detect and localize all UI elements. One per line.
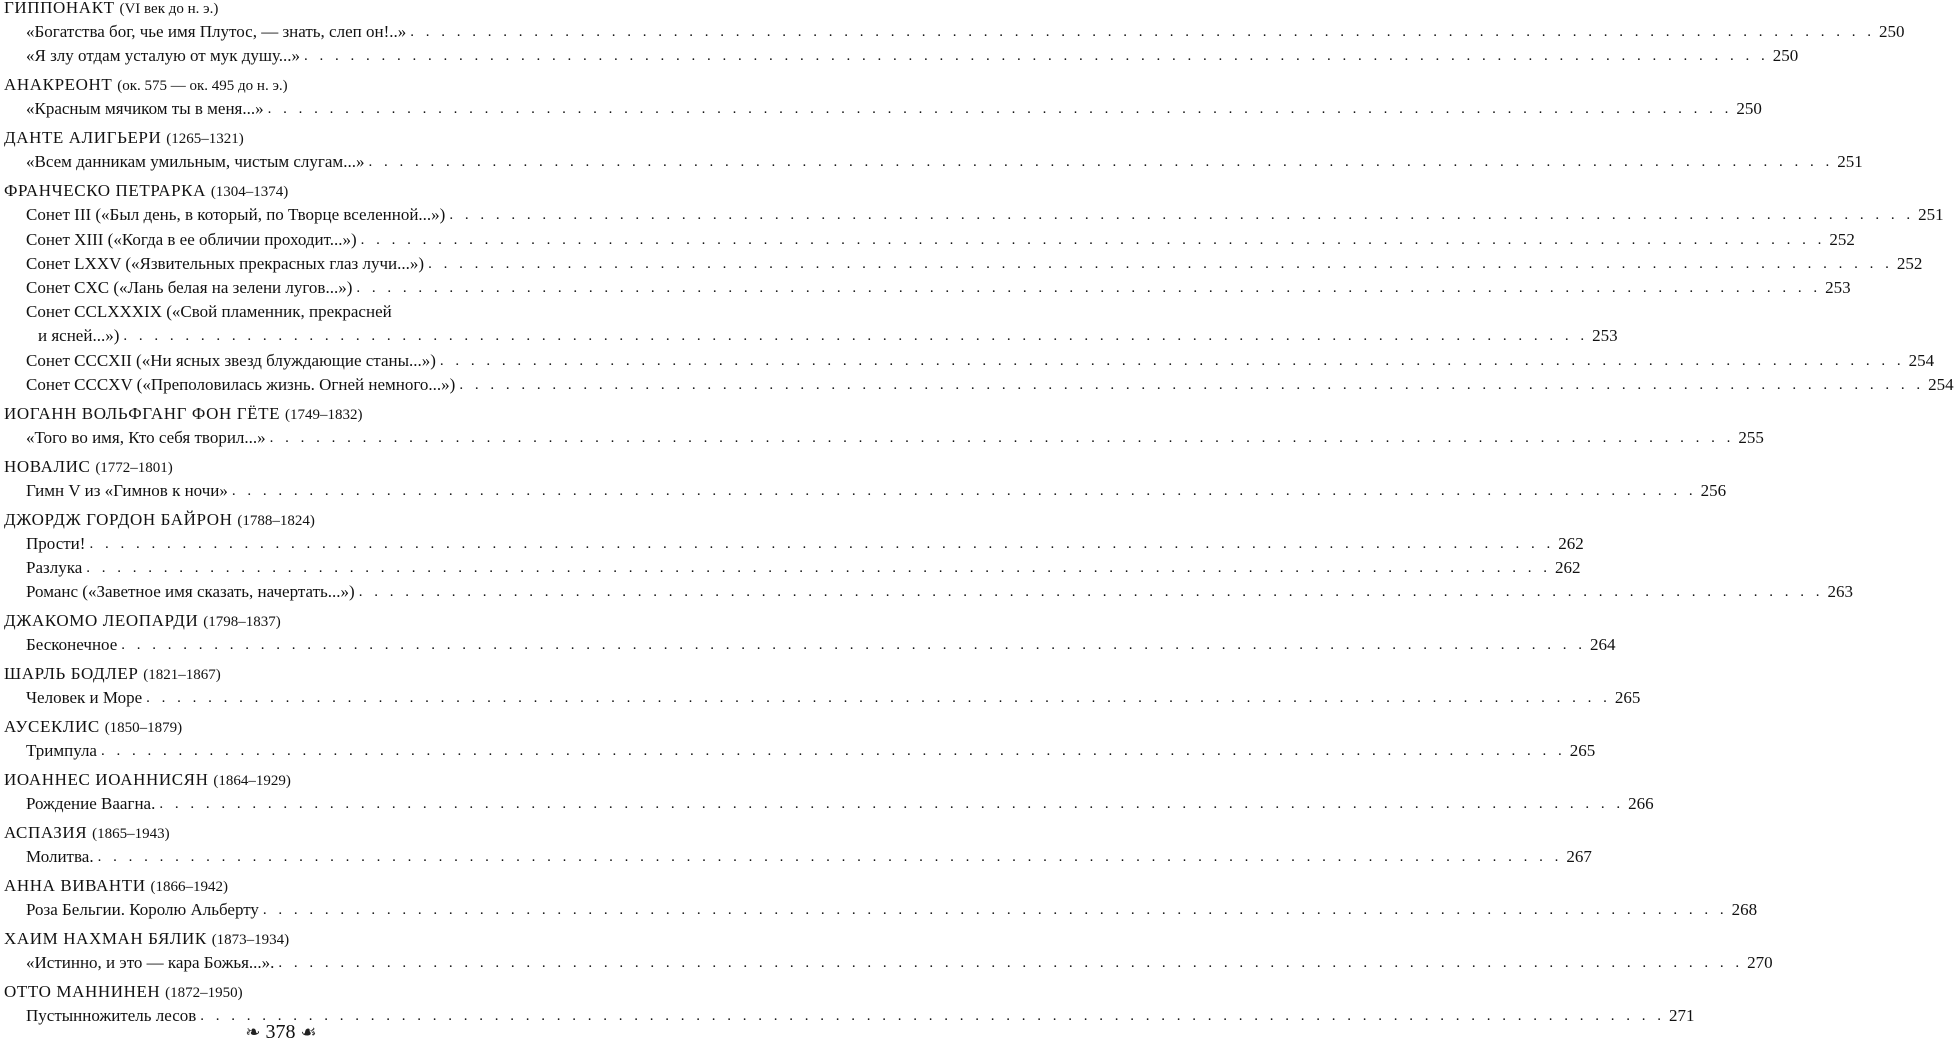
author-heading bbox=[4, 822, 554, 845]
entry-page-number: 251 bbox=[1918, 205, 1944, 225]
toc-entry[interactable] bbox=[26, 952, 1773, 974]
dot-leader bbox=[89, 533, 1554, 555]
author-heading bbox=[4, 875, 554, 898]
author-heading bbox=[4, 716, 554, 739]
dot-leader bbox=[121, 634, 1586, 656]
toc-entry[interactable] bbox=[26, 634, 1616, 656]
toc-entry[interactable] bbox=[26, 301, 555, 323]
dot-leader bbox=[146, 687, 1611, 709]
author-name: АУСЕКЛИС bbox=[4, 717, 100, 736]
entry-page-number: 267 bbox=[1566, 847, 1592, 867]
author-dates: (1304–1374) bbox=[210, 184, 289, 201]
entry-title: Гимн V из «Гимнов к ночи» bbox=[26, 480, 228, 500]
entry-page-number: 255 bbox=[1738, 427, 1764, 447]
dot-leader bbox=[263, 899, 1728, 921]
dot-leader bbox=[428, 253, 1893, 275]
toc-entry[interactable] bbox=[26, 899, 1758, 921]
toc-entry[interactable] bbox=[26, 229, 1855, 251]
author-dates: (ок. 575 — ок. 495 до н. э.) bbox=[117, 78, 288, 95]
entry-page-number: 253 bbox=[1592, 326, 1618, 346]
entry-title: Рождение Ваагна. bbox=[26, 794, 156, 814]
entry-page-number: 251 bbox=[1837, 152, 1863, 172]
entry-page-number: 256 bbox=[1700, 480, 1727, 500]
author-heading bbox=[4, 74, 554, 97]
author-heading bbox=[4, 509, 554, 532]
author-name: ДАНТЕ АЛИГЬЕРИ bbox=[4, 128, 162, 148]
dot-leader bbox=[359, 581, 1824, 603]
author-name: АНАКРЕОНТ bbox=[4, 75, 113, 95]
entry-title: Сонет CCLXXXIX («Свой пламенник, прекрасней bbox=[26, 302, 392, 322]
entry-title: «Я злу отдам усталую от мук душу...» bbox=[26, 46, 301, 66]
entry-title: «Всем данникам умильным, чистым слугам...» bbox=[26, 152, 365, 172]
entry-title: Человек и Море bbox=[26, 688, 143, 708]
author-heading bbox=[4, 928, 554, 951]
ornament-left-icon: ❧ bbox=[245, 1022, 261, 1042]
toc-entry[interactable] bbox=[26, 740, 1596, 762]
toc-entry[interactable] bbox=[26, 427, 1764, 449]
toc-entry[interactable] bbox=[26, 793, 1654, 815]
dot-leader bbox=[86, 557, 1551, 579]
dot-leader bbox=[101, 740, 1566, 762]
entry-title: «Того во имя, Кто себя творил...» bbox=[26, 427, 266, 447]
dot-leader bbox=[361, 229, 1826, 251]
author-dates: (1749–1832) bbox=[285, 406, 363, 423]
toc-entry[interactable] bbox=[26, 21, 1905, 43]
toc-entry[interactable] bbox=[26, 151, 1863, 173]
author-name: ИОАННЕС ИОАННИСЯН bbox=[4, 770, 209, 789]
entry-title: и ясней...») bbox=[38, 326, 120, 346]
dot-leader bbox=[449, 204, 1914, 226]
dot-leader bbox=[278, 952, 1743, 974]
author-heading bbox=[4, 180, 554, 203]
entry-title: Сонет III («Был день, в который, по Творце вселенной...») bbox=[26, 205, 446, 225]
entry-title: Бесконечное bbox=[26, 635, 118, 655]
author-name: АСПАЗИЯ bbox=[4, 823, 88, 842]
author-heading bbox=[4, 456, 554, 479]
dot-leader bbox=[270, 427, 1735, 449]
entry-page-number: 265 bbox=[1569, 741, 1596, 761]
dot-leader bbox=[159, 793, 1624, 815]
entry-title: Сонет CCCXII («Ни ясных звезд блуждающие станы...») bbox=[26, 350, 436, 370]
author-heading bbox=[4, 610, 554, 633]
author-dates: (1798–1837) bbox=[203, 614, 281, 630]
author-name: НОВАЛИС bbox=[4, 456, 91, 476]
entry-title: Романс («Заветное имя сказать, начертать...») bbox=[26, 582, 355, 602]
entry-page-number: 252 bbox=[1829, 229, 1855, 249]
entry-title: Сонет LXXV («Язвительных прекрасных глаз лучи...») bbox=[26, 253, 425, 273]
entry-page-number: 268 bbox=[1731, 900, 1758, 920]
author-dates: (1772–1801) bbox=[95, 459, 173, 476]
author-name: ДЖОРДЖ ГОРДОН БАЙРОН bbox=[4, 509, 233, 529]
author-name: ГИППОНАКТ bbox=[4, 0, 115, 17]
author-dates: (1821–1867) bbox=[143, 667, 221, 683]
author-name: ШАРЛЬ БОДЛЕР bbox=[4, 664, 139, 683]
toc-entry[interactable] bbox=[26, 98, 1762, 120]
entry-title: «Истинно, и это — кара Божья...». bbox=[26, 953, 275, 973]
author-dates: (1850–1879) bbox=[104, 720, 183, 736]
entry-title: «Богатства бог, чье имя Плутос, — знать, слеп он!..» bbox=[26, 22, 407, 42]
entry-page-number: 266 bbox=[1628, 794, 1654, 814]
toc-entry[interactable] bbox=[26, 581, 1853, 603]
dot-leader bbox=[232, 480, 1697, 502]
dot-leader bbox=[356, 277, 1821, 299]
dot-leader bbox=[410, 21, 1875, 43]
page-number: 378 bbox=[265, 1021, 296, 1043]
author-dates: (1265–1321) bbox=[166, 131, 244, 148]
dot-leader bbox=[268, 98, 1733, 120]
toc-entry[interactable] bbox=[26, 480, 1727, 502]
dot-leader bbox=[304, 45, 1769, 67]
toc-entry[interactable] bbox=[26, 533, 1584, 555]
toc-entry[interactable] bbox=[26, 45, 1799, 67]
entry-page-number: 265 bbox=[1614, 688, 1641, 708]
dot-leader bbox=[440, 350, 1905, 372]
page-number-footer bbox=[0, 1020, 562, 1044]
author-name: ДЖАКОМО ЛЕОПАРДИ bbox=[4, 611, 199, 630]
entry-title: «Красным мячиком ты в меня...» bbox=[26, 99, 264, 119]
entry-page-number: 252 bbox=[1896, 253, 1923, 273]
entry-title: Сонет XIII («Когда в ее обличии проходит...») bbox=[26, 229, 357, 249]
toc-entry[interactable] bbox=[38, 325, 1618, 347]
entry-title: Сонет CXC («Лань белая на зелени лугов...») bbox=[26, 278, 353, 297]
entry-page-number: 262 bbox=[1558, 533, 1584, 553]
entry-title: Роза Бельгии. Королю Альберту bbox=[26, 900, 259, 920]
entry-page-number: 254 bbox=[1908, 350, 1935, 370]
entry-page-number: 270 bbox=[1747, 953, 1773, 973]
dot-leader bbox=[459, 374, 1924, 396]
entry-page-number: 264 bbox=[1590, 635, 1616, 655]
toc-entry[interactable] bbox=[26, 350, 1935, 372]
entry-title: Разлука bbox=[26, 558, 83, 577]
author-dates: (VI век до н. э.) bbox=[119, 1, 219, 17]
author-dates: (1872–1950) bbox=[165, 985, 243, 1001]
toc-entry[interactable] bbox=[26, 204, 1944, 226]
author-name: ОТТО МАННИНЕН bbox=[4, 982, 161, 1001]
entry-page-number: 250 bbox=[1879, 22, 1905, 42]
author-dates: (1866–1942) bbox=[150, 879, 229, 895]
dot-leader bbox=[98, 846, 1563, 868]
entry-page-number: 253 bbox=[1825, 278, 1851, 297]
toc-entry[interactable] bbox=[26, 846, 1592, 868]
entry-page-number: 271 bbox=[1669, 1006, 1695, 1026]
entry-title: Молитва. bbox=[26, 847, 94, 867]
author-heading bbox=[4, 981, 554, 1004]
toc-entry[interactable] bbox=[26, 687, 1641, 709]
entry-page-number: 250 bbox=[1772, 46, 1799, 66]
entry-title: Тримпула bbox=[26, 741, 97, 761]
author-name: ИОГАНН ВОЛЬФГАНГ ФОН ГЁТЕ bbox=[4, 403, 281, 423]
dot-leader bbox=[123, 325, 1588, 347]
entry-title: Сонет CCCXV («Преполовилась жизнь. Огней немного...») bbox=[26, 374, 456, 394]
author-name: ХАИМ НАХМАН БЯЛИК bbox=[4, 929, 207, 948]
author-dates: (1873–1934) bbox=[211, 932, 290, 948]
author-heading bbox=[4, 0, 554, 20]
dot-leader bbox=[368, 151, 1833, 173]
entry-page-number: 262 bbox=[1555, 558, 1581, 577]
toc-entry[interactable] bbox=[26, 557, 1581, 579]
author-name: АННА ВИВАНТИ bbox=[4, 876, 146, 895]
author-dates: (1865–1943) bbox=[92, 826, 170, 842]
ornament-right-icon: ☙ bbox=[300, 1022, 317, 1042]
author-name: ФРАНЧЕСКО ПЕТРАРКА bbox=[4, 181, 206, 201]
entry-title: Пустынножитель лесов bbox=[26, 1006, 197, 1026]
entry-title: Прости! bbox=[26, 533, 86, 553]
entry-page-number: 263 bbox=[1827, 582, 1853, 602]
author-heading bbox=[4, 769, 554, 792]
toc-entry[interactable] bbox=[26, 277, 1851, 299]
toc-entry[interactable] bbox=[26, 374, 1954, 396]
author-dates: (1788–1824) bbox=[237, 512, 315, 529]
author-heading bbox=[4, 663, 554, 686]
toc-entry[interactable] bbox=[26, 253, 1923, 275]
author-heading bbox=[4, 127, 554, 150]
entry-page-number: 254 bbox=[1928, 374, 1954, 394]
author-dates: (1864–1929) bbox=[213, 773, 291, 789]
author-heading bbox=[4, 403, 554, 426]
entry-page-number: 250 bbox=[1736, 99, 1762, 119]
